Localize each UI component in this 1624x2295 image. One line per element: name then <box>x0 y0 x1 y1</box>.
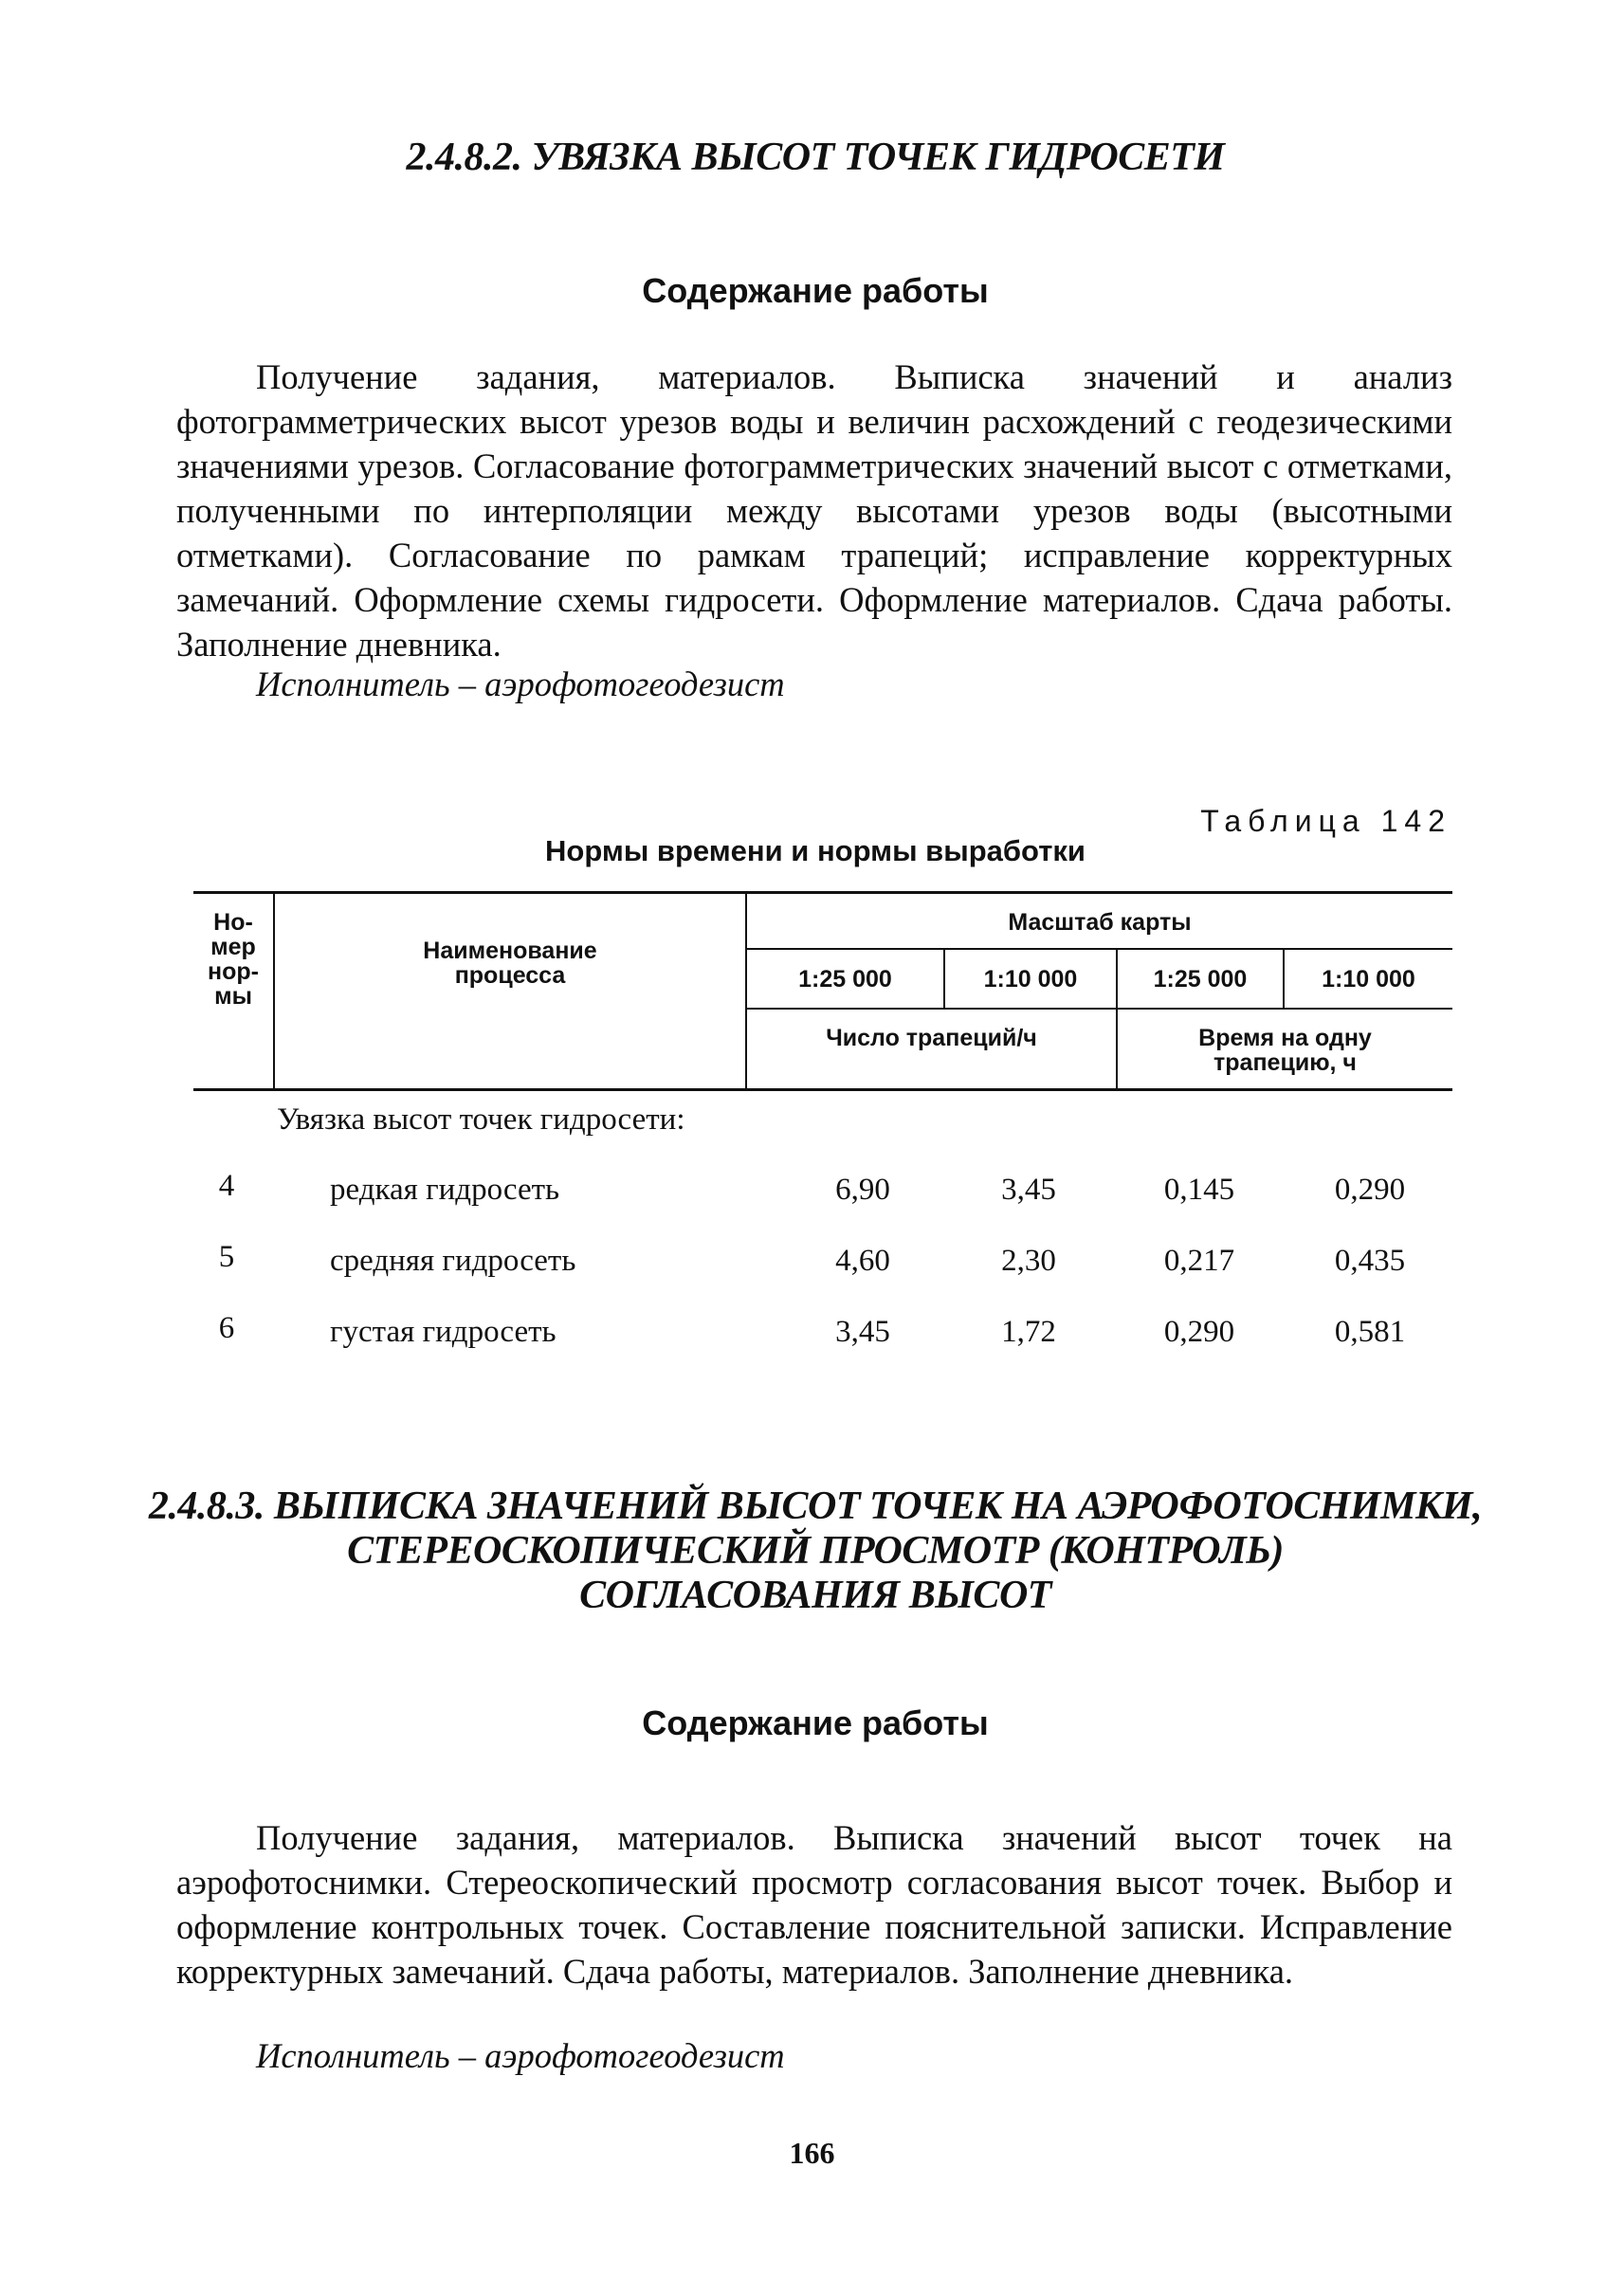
row-value: 0,290 <box>1334 1173 1406 1207</box>
header-scale: 1:10 000 <box>1322 966 1415 993</box>
table-scale-bottom-rule <box>745 1008 1452 1010</box>
header-map-scale: Масштаб карты <box>1008 909 1192 936</box>
section-subheading: Содержание работы <box>642 1703 989 1742</box>
row-value: 0,581 <box>1334 1315 1406 1349</box>
section-heading-line: СОГЛАСОВАНИЯ ВЫСОТ <box>579 1574 1051 1617</box>
section-paragraph: Получение задания, материалов. Выписка значений высот точек на аэрофотоснимки. Стереоскопический просмотр согласования высот точек. Выбор и оформление контрольных точек. Составление пояснительной записки. Исправление корректурных замечаний. Сдача работы, материалов. Заполнение дневника. <box>176 1818 1452 1991</box>
section-subheading: Содержание работы <box>642 271 989 310</box>
row-value: 0,217 <box>1163 1244 1235 1278</box>
row-value: 3,45 <box>835 1315 890 1349</box>
executor-line: Исполнитель – аэрофотогеодезист <box>256 665 785 703</box>
executor-line: Исполнитель – аэрофотогеодезист <box>256 2036 785 2075</box>
row-process-name: густая гидросеть <box>330 1315 557 1349</box>
header-process-name: Наименование процесса <box>423 938 597 989</box>
row-value: 0,290 <box>1163 1315 1235 1349</box>
table-scale-rule <box>745 948 1452 950</box>
row-norm-number: 4 <box>218 1169 235 1203</box>
section-heading: 2.4.8.2. УВЯЗКА ВЫСОТ ТОЧЕК ГИДРОСЕТИ <box>406 136 1225 179</box>
row-value: 2,30 <box>1001 1244 1056 1278</box>
section-heading-line: СТЕРЕОСКОПИЧЕСКИЙ ПРОСМОТР (КОНТРОЛЬ) <box>347 1529 1284 1573</box>
header-time-per-trapezoid: Время на одну трапецию, ч <box>1198 1025 1372 1076</box>
header-norm-number: Но- мер нор- мы <box>208 909 259 1010</box>
table-group-label: Увязка высот точек гидросети: <box>277 1102 685 1137</box>
row-norm-number: 6 <box>218 1311 235 1345</box>
header-scale: 1:10 000 <box>983 966 1078 993</box>
row-process-name: редкая гидросеть <box>330 1173 560 1207</box>
table-label: Таблица 142 <box>1200 804 1451 838</box>
table-header-bottom-rule <box>193 1088 1452 1091</box>
row-value: 3,45 <box>1001 1173 1056 1207</box>
header-trapezoids-per-hour: Число трапеций/ч <box>826 1025 1037 1051</box>
row-value: 1,72 <box>1001 1315 1056 1349</box>
header-scale: 1:25 000 <box>1153 966 1248 993</box>
section-paragraph: Получение задания, материалов. Выписка значений и анализ фотограмметрических высот урезов воды и величин расхождений с геодезическими значениями урезов. Согласование фотограмметрических значений высот с отметками, полученными по интерполяции между высотами урезов воды (высотными отметками). Согласование по рамкам трапеций; исправление корректурных замечаний. Оформление схемы гидросети. Оформление материалов. Сдача работы. Заполнение дневника. <box>176 357 1452 664</box>
row-process-name: средняя гидросеть <box>330 1244 576 1278</box>
row-value: 4,60 <box>835 1244 890 1278</box>
section-heading-line: 2.4.8.3. ВЫПИСКА ЗНАЧЕНИЙ ВЫСОТ ТОЧЕК НА АЭРОФОТОСНИМКИ, <box>148 1484 1483 1528</box>
row-value: 0,145 <box>1163 1173 1235 1207</box>
table-title: Нормы времени и нормы выработки <box>545 834 1086 867</box>
row-value: 0,435 <box>1334 1244 1406 1278</box>
table-col-divider <box>273 891 275 1090</box>
page-number: 166 <box>789 2136 835 2170</box>
row-value: 6,90 <box>835 1173 890 1207</box>
table-top-rule <box>193 891 1452 894</box>
row-norm-number: 5 <box>218 1240 235 1274</box>
header-scale: 1:25 000 <box>798 966 892 993</box>
